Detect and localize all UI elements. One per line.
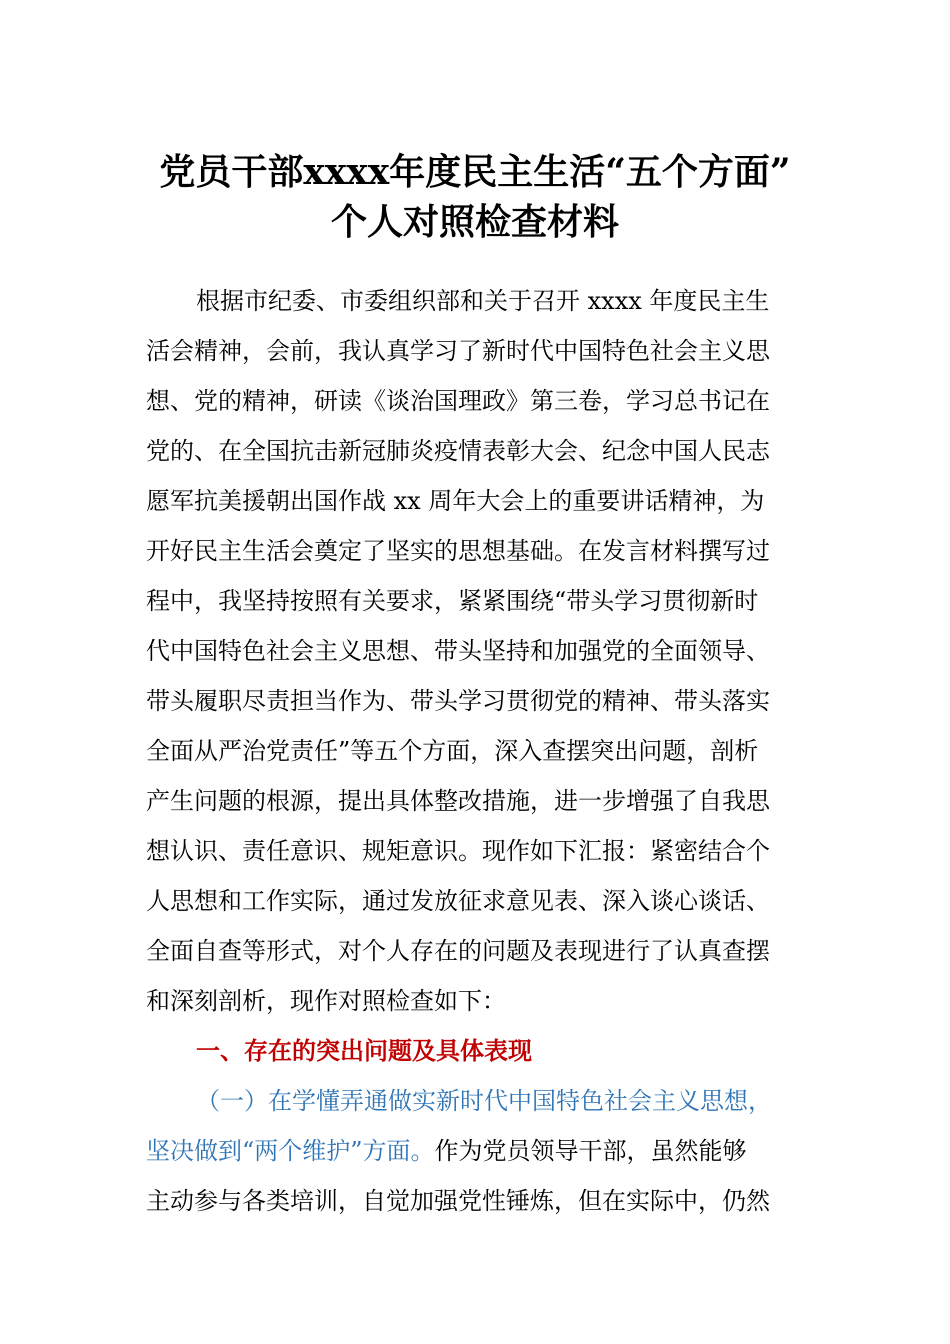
paragraph-line <box>146 1126 812 1176</box>
paragraph-text: 作为党员领导干部，虽然能够 <box>434 1137 747 1165</box>
paragraph-line: 全面自查等形式，对个人存在的问题及表现进行了认真查摆 <box>146 937 770 965</box>
document-title-line2: 个人对照检查材料 <box>330 201 619 243</box>
paragraph-line: 产生问题的根源，提出具体整改措施，进一步增强了自我思 <box>146 787 770 815</box>
paragraph-line: 和深刻剖析，现作对照检查如下： <box>146 987 506 1015</box>
paragraph-line: 程中，我坚持按照有关要求，紧紧围绕“带头学习贯彻新时 <box>146 587 759 615</box>
paragraph-line: 主动参与各类培训，自觉加强党性锤炼，但在实际中，仍然 <box>146 1187 770 1215</box>
subsection-heading-tail: 坚决做到“两个维护”方面。 <box>146 1137 435 1165</box>
document-title-line1: 党员干部xxxx年度民主生活“五个方面” <box>159 151 791 193</box>
paragraph-line: 人思想和工作实际，通过发放征求意见表、深入谈心谈话、 <box>146 887 770 915</box>
paragraph-line: 根据市纪委、市委组织部和关于召开 xxxx 年度民主生 <box>196 287 770 315</box>
paragraph-line: 代中国特色社会主义思想、带头坚持和加强党的全面领导、 <box>146 637 770 665</box>
paragraph-line: 活会精神，会前，我认真学习了新时代中国特色社会主义思 <box>146 337 770 365</box>
section-heading: 一、存在的突出问题及具体表现 <box>196 1037 532 1065</box>
paragraph-line: 全面从严治党责任”等五个方面，深入查摆突出问题，剖析 <box>146 737 759 765</box>
paragraph-line: 党的、在全国抗击新冠肺炎疫情表彰大会、纪念中国人民志 <box>146 437 770 465</box>
paragraph-line: 想、党的精神，研读《谈治国理政》第三卷，学习总书记在 <box>146 387 770 415</box>
paragraph-line: 带头履职尽责担当作为、带头学习贯彻党的精神、带头落实 <box>146 687 770 715</box>
subsection-heading: （一）在学懂弄通做实新时代中国特色社会主义思想， <box>196 1087 772 1115</box>
paragraph-line: 想认识、责任意识、规矩意识。现作如下汇报：紧密结合个 <box>146 837 770 865</box>
paragraph-line: 开好民主生活会奠定了坚实的思想基础。在发言材料撰写过 <box>146 537 770 565</box>
document-body <box>146 276 812 1226</box>
paragraph-line: 愿军抗美援朝出国作战 xx 周年大会上的重要讲话精神，为 <box>146 487 765 515</box>
